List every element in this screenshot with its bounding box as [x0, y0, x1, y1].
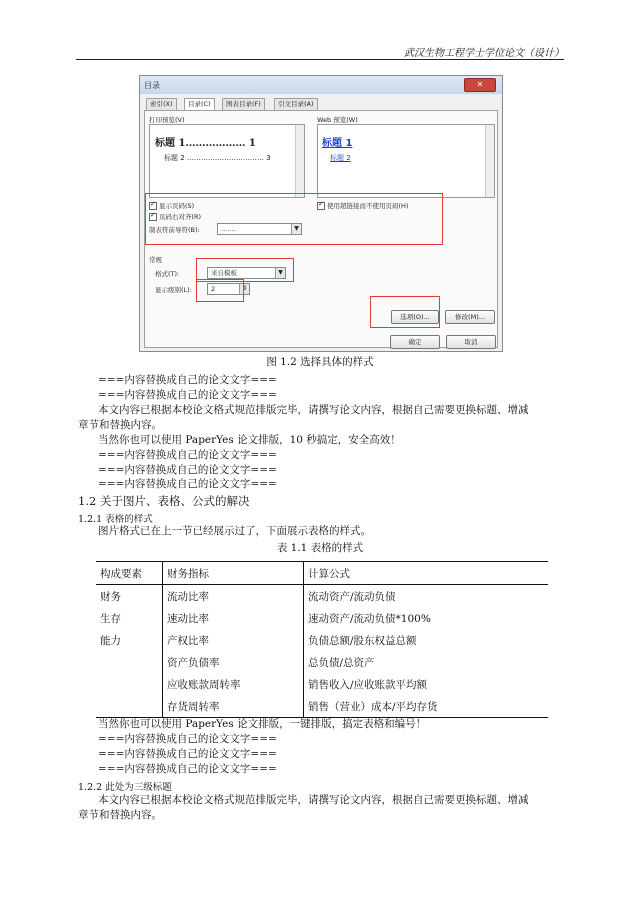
table-cell: 负债总额/股东权益总额	[308, 634, 417, 647]
table-cell	[96, 695, 163, 718]
body-text: 当然你也可以使用 PaperYes 论文排版，10 秒搞定，安全高效！	[98, 434, 401, 446]
table-cell: 存货周转率	[163, 695, 304, 718]
options-button[interactable]: 选项(O)...	[391, 310, 439, 324]
body-text: 图片格式已在上一节已经展示过了，下面展示表格的样式。	[98, 525, 371, 537]
tab-toc[interactable]: 目录(C)	[184, 98, 215, 111]
table-cell: 速动比率	[163, 607, 304, 629]
web-preview-box	[317, 124, 495, 198]
body-text: 本文内容已根据本校论文格式规范排版完毕，请撰写论文内容，根据自己需要更换标题、增减	[98, 404, 529, 416]
body-text: ===内容替换成自己的论文文字===	[98, 478, 277, 490]
web-preview-label: Web 预览(W)	[317, 116, 358, 124]
table-cell	[96, 673, 163, 695]
section-heading-1-2: 1.2 关于图片、表格、公式的解决	[78, 494, 250, 508]
table-cell: 流动比率	[163, 585, 304, 608]
levels-value: 2	[211, 285, 216, 293]
body-text: 当然你也可以使用 PaperYes 论文排版，一键排版，搞定表格和编号！	[98, 718, 427, 730]
web-preview-heading-1[interactable]: 标题 1	[322, 138, 353, 149]
table-cell: 应收账款周转率	[163, 673, 304, 695]
figure-caption: 图 1.2 选择具体的样式	[266, 356, 374, 368]
table-row	[96, 673, 548, 695]
table-header-row	[96, 562, 548, 585]
levels-label: 显示级别(L):	[155, 286, 192, 294]
web-preview-heading-2[interactable]: 标题 2	[330, 154, 351, 162]
print-preview-label: 打印预览(V)	[149, 116, 185, 124]
highlight-box-options	[370, 296, 440, 328]
data-table	[96, 561, 548, 718]
tab-index[interactable]: 索引(X)	[146, 98, 177, 110]
table-caption: 表 1.1 表格的样式	[276, 542, 364, 554]
body-text: ===内容替换成自己的论文文字===	[98, 763, 277, 775]
body-text: ===内容替换成自己的论文文字===	[98, 374, 277, 386]
tab-leader-label: 制表符前导符(B):	[149, 226, 200, 234]
print-preview-box	[149, 124, 305, 198]
body-text: ===内容替换成自己的论文文字===	[98, 733, 277, 745]
body-text: 章节和替换内容。	[78, 809, 162, 821]
table-cell: 销售收入/应收账款平均额	[308, 678, 428, 691]
format-label: 格式(T):	[155, 270, 180, 278]
table-cell: 资产负债率	[163, 651, 304, 673]
body-text: ===内容替换成自己的论文文字===	[98, 748, 277, 760]
format-value: 来自模板	[211, 269, 237, 277]
table-row	[96, 607, 548, 629]
spinner-icon: ⇕	[239, 284, 249, 294]
use-hyperlinks-label: 使用超链接而不使用页码(H)	[327, 202, 409, 210]
section-heading-1-2-1: 1.2.1 表格的样式	[78, 514, 153, 525]
table-cell: 生存	[96, 607, 163, 629]
dialog-titlebar	[140, 76, 502, 94]
table-cell: 销售（营业）成本/平均存货	[304, 695, 549, 718]
body-text: ===内容替换成自己的论文文字===	[98, 464, 277, 476]
close-icon[interactable]: ✕	[464, 78, 496, 92]
section-heading-1-2-2: 1.2.2 此处为三级标题	[78, 782, 172, 793]
tab-citations[interactable]: 引文目录(A)	[274, 98, 318, 110]
header-rule	[76, 59, 564, 60]
show-page-numbers-label: 显示页码(S)	[159, 202, 195, 210]
table-cell: 能力	[96, 629, 163, 651]
table-header-cell: 构成要素	[96, 562, 163, 585]
table-cell	[96, 651, 163, 673]
table-cell: 速动资产/流动负债*100%	[308, 612, 431, 625]
dialog-title: 目录	[144, 81, 160, 90]
table-cell: 总负债/总资产	[308, 656, 375, 669]
table-row	[96, 651, 548, 673]
modify-button[interactable]: 修改(M)...	[445, 310, 495, 324]
table-cell: 产权比率	[163, 629, 304, 651]
highlight-box-page-options	[145, 193, 443, 245]
scrollbar[interactable]	[485, 125, 494, 197]
chevron-down-icon: ▼	[275, 268, 285, 278]
body-text: ===内容替换成自己的论文文字===	[98, 389, 277, 401]
table-cell: 流动资产/流动负债	[308, 590, 396, 603]
running-header: 武汉生物工程学士学位论文（设计）	[404, 48, 564, 59]
table-header-cell: 计算公式	[304, 562, 549, 585]
ok-button[interactable]: 确定	[390, 335, 440, 349]
table-row	[96, 585, 548, 608]
table-header-cell: 财务指标	[163, 562, 304, 585]
table-row	[96, 695, 548, 718]
table-cell: 财务	[96, 585, 163, 608]
tab-figures[interactable]: 图表目录(F)	[222, 98, 265, 110]
table-row	[96, 629, 548, 651]
print-preview-heading-2: 标题 2 …………………………… 3	[164, 154, 271, 162]
cancel-button[interactable]: 取消	[446, 335, 496, 349]
body-text: ===内容替换成自己的论文文字===	[98, 449, 277, 461]
align-right-label: 页码右对齐(R)	[159, 213, 202, 221]
body-text: 本文内容已根据本校论文格式规范排版完毕，请撰写论文内容，根据自己需要更换标题、增减	[98, 794, 529, 806]
scrollbar[interactable]	[295, 125, 304, 197]
tab-leader-value: .......	[221, 225, 236, 233]
highlight-box-levels	[196, 279, 244, 302]
body-text: 章节和替换内容。	[78, 419, 162, 431]
general-section-label: 常规	[149, 256, 162, 264]
chevron-down-icon: ▼	[291, 224, 301, 234]
print-preview-heading-1: 标题 1……………… 1	[155, 138, 256, 149]
